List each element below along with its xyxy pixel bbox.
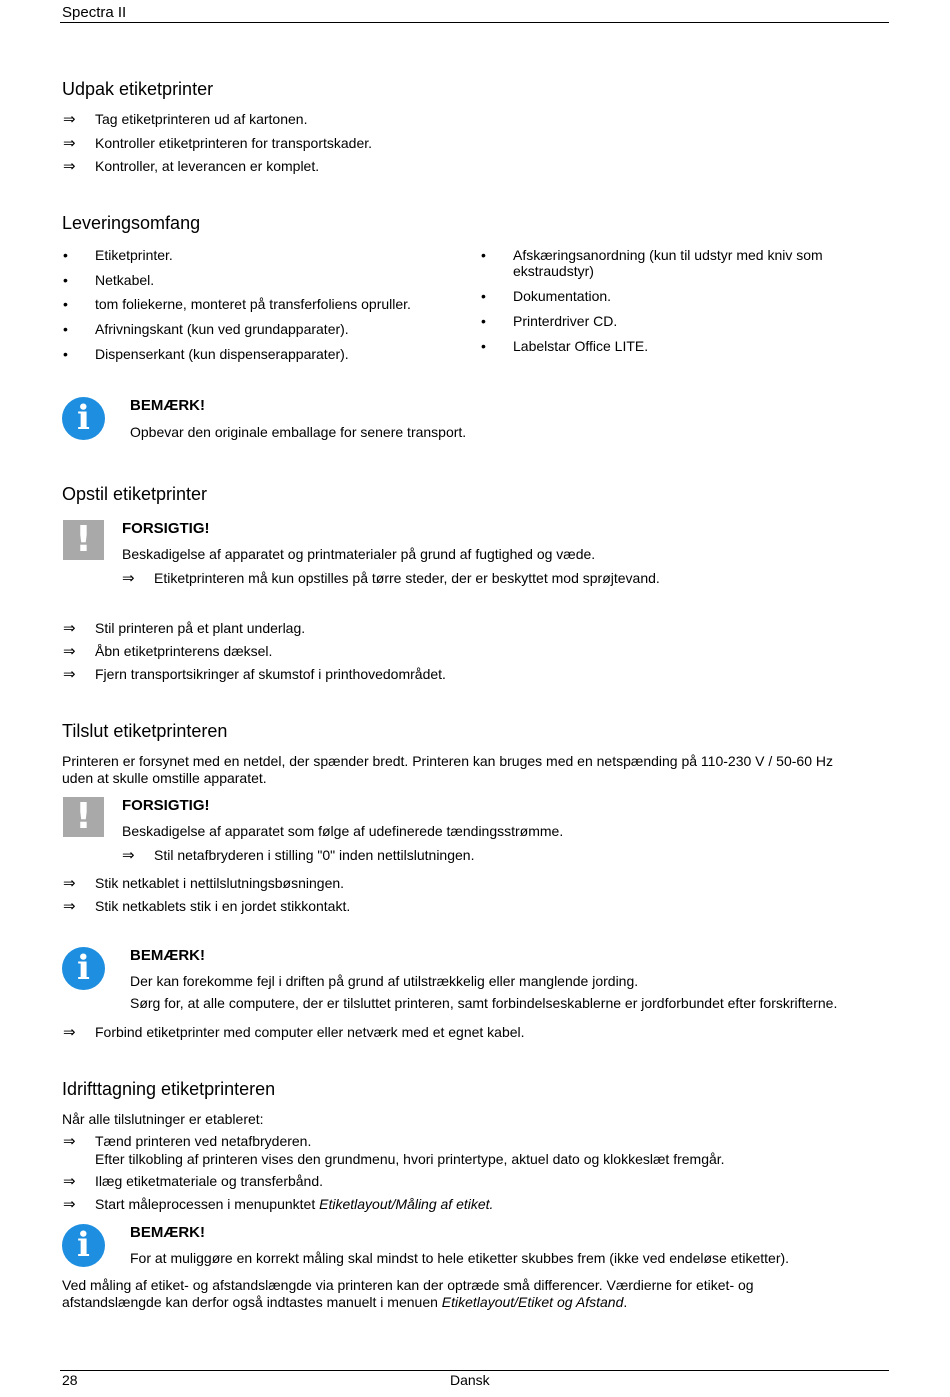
- caution-title: FORSIGTIG!: [122, 797, 210, 814]
- arrow-icon: ⇒: [63, 666, 76, 683]
- commission-paragraph: Ved måling af etiket- og afstandslængde via printeren kan der optræde små differencer. Værdierne for etiket- og: [62, 1277, 754, 1293]
- setup-step: Fjern transportsikringer af skumstof i printhovedområdet.: [95, 666, 446, 682]
- heading-setup: Opstil etiketprinter: [62, 484, 208, 504]
- arrow-icon: ⇒: [63, 898, 76, 915]
- caution-step: Etiketprinteren må kun opstilles på tørre steder, der er beskyttet mod sprøjtevand.: [154, 570, 660, 586]
- delivery-item: Dokumentation.: [513, 288, 612, 304]
- info-icon: i: [62, 397, 105, 440]
- commission-step-text: Start måleprocessen i menupunktet: [95, 1196, 320, 1212]
- arrow-icon: ⇒: [63, 111, 76, 128]
- bullet-icon: •: [63, 346, 68, 362]
- commission-intro: Når alle tilslutninger er etableret:: [62, 1111, 264, 1127]
- footer-language: Dansk: [450, 1372, 490, 1388]
- delivery-item-cont: ekstraudstyr): [513, 263, 594, 279]
- footer-rule: [60, 1370, 889, 1371]
- commission-step: Tænd printeren ved netafbryderen.: [95, 1133, 312, 1149]
- delivery-item: Afrivningskant (kun ved grundapparater).: [95, 321, 349, 337]
- bullet-icon: •: [481, 313, 486, 329]
- arrow-icon: ⇒: [63, 1173, 76, 1190]
- page-number: 28: [62, 1372, 78, 1388]
- warning-icon: !: [63, 520, 104, 560]
- arrow-icon: ⇒: [122, 847, 135, 864]
- connect-step: Stik netkablets stik i en jordet stikkontakt.: [95, 898, 351, 914]
- setup-step: Åbn etiketprinterens dæksel.: [95, 643, 273, 659]
- note-text: Der kan forekomme fejl i driften på grund af utilstrækkelig eller manglende jording.: [130, 973, 639, 989]
- commission-step-sub: Efter tilkobling af printeren vises den grundmenu, hvori printertype, aktuel dato og klokkeslæt fremgår.: [95, 1151, 725, 1167]
- delivery-item: Etiketprinter.: [95, 247, 173, 263]
- commission-step: Ilæg etiketmateriale og transferbånd.: [95, 1173, 324, 1189]
- unpack-step: Kontroller etiketprinteren for transportskader.: [95, 135, 373, 151]
- connect-final-step: Forbind etiketprinter med computer eller netværk med et egnet kabel.: [95, 1024, 525, 1040]
- setup-step: Stil printeren på et plant underlag.: [95, 620, 306, 636]
- connect-paragraph-cont: uden at skulle omstille apparatet.: [62, 770, 267, 786]
- arrow-icon: ⇒: [122, 570, 135, 587]
- arrow-icon: ⇒: [63, 135, 76, 152]
- info-icon: i: [62, 1224, 105, 1267]
- page-header-title: Spectra II: [62, 4, 127, 21]
- bullet-icon: •: [63, 296, 68, 312]
- bullet-icon: •: [63, 321, 68, 337]
- note-title: BEMÆRK!: [130, 947, 205, 964]
- header-rule: [60, 22, 889, 23]
- note-title: BEMÆRK!: [130, 1224, 205, 1241]
- info-icon: i: [62, 947, 105, 990]
- note-text: Sørg for, at alle computere, der er tilsluttet printeren, samt forbindelseskablerne er jordforbundet efter forskrifterne.: [130, 995, 838, 1011]
- delivery-item: Printerdriver CD.: [513, 313, 618, 329]
- caution-text: Beskadigelse af apparatet som følge af udefinerede tændingsstrømme.: [122, 823, 564, 839]
- bullet-icon: •: [481, 338, 486, 354]
- delivery-item: Afskæringsanordning (kun til udstyr med kniv som: [513, 247, 823, 263]
- note-title: BEMÆRK!: [130, 397, 205, 414]
- connect-step: Stik netkablet i nettilslutningsbøsningen.: [95, 875, 345, 891]
- arrow-icon: ⇒: [63, 875, 76, 892]
- paragraph-end: .: [623, 1294, 628, 1310]
- warning-icon: !: [63, 797, 104, 837]
- unpack-step: Kontroller, at leverancen er komplet.: [95, 158, 320, 174]
- commission-paragraph-cont: [62, 1294, 627, 1310]
- caution-title: FORSIGTIG!: [122, 520, 210, 537]
- heading-unpack: Udpak etiketprinter: [62, 79, 214, 99]
- caution-step: Stil netafbryderen i stilling "0" inden nettilslutningen.: [154, 847, 475, 863]
- arrow-icon: ⇒: [63, 158, 76, 175]
- connect-paragraph: Printeren er forsynet med en netdel, der spænder bredt. Printeren kan bruges med en netspænding på 110-230 V / 50-60 Hz: [62, 753, 833, 769]
- arrow-icon: ⇒: [63, 620, 76, 637]
- bullet-icon: •: [481, 247, 486, 263]
- arrow-icon: ⇒: [63, 1024, 76, 1041]
- arrow-icon: ⇒: [63, 1133, 76, 1150]
- delivery-item: Dispenserkant (kun dispenserapparater).: [95, 346, 349, 362]
- unpack-step: Tag etiketprinteren ud af kartonen.: [95, 111, 308, 127]
- arrow-icon: ⇒: [63, 643, 76, 660]
- bullet-icon: •: [481, 288, 486, 304]
- delivery-item: Netkabel.: [95, 272, 155, 288]
- menu-path: Etiketlayout/Måling af etiket.: [319, 1196, 494, 1212]
- delivery-item: Labelstar Office LITE.: [513, 338, 649, 354]
- commission-step: [95, 1196, 493, 1212]
- arrow-icon: ⇒: [63, 1196, 76, 1213]
- heading-commission: Idrifttagning etiketprinteren: [62, 1079, 276, 1099]
- note-text: Opbevar den originale emballage for senere transport.: [130, 424, 467, 440]
- bullet-icon: •: [63, 247, 68, 263]
- caution-text: Beskadigelse af apparatet og printmaterialer på grund af fugtighed og væde.: [122, 546, 596, 562]
- note-text: For at muliggøre en korrekt måling skal mindst to hele etiketter skubbes frem (ikke ved endeløse etiketter).: [130, 1250, 790, 1266]
- heading-delivery: Leveringsomfang: [62, 213, 201, 233]
- paragraph-text: afstandslængde kan derfor også indtastes manuelt i menuen: [62, 1294, 442, 1310]
- delivery-item: tom foliekerne, monteret på transferfoliens opruller.: [95, 296, 411, 312]
- menu-path: Etiketlayout/Etiket og Afstand: [441, 1294, 624, 1310]
- bullet-icon: •: [63, 272, 68, 288]
- heading-connect: Tilslut etiketprinteren: [62, 721, 228, 741]
